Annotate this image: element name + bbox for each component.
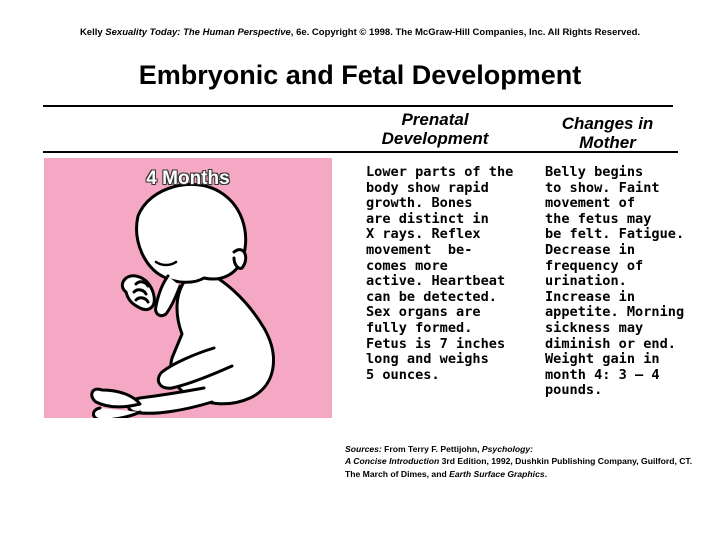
sources-text-2: 3rd Edition, 1992, Dushkin Publishing Company, Guilford, CT. The March of Dimes, and xyxy=(345,456,693,479)
prenatal-column-header xyxy=(360,110,510,148)
mother-description: Belly begins to show. Faint movement of the fetus may be felt. Fatigue. Decrease in frequency of urination. Increase in appetite. Morning sickness may diminish or end. Weight gain in month 4: 3 – 4 pounds. xyxy=(545,164,685,399)
sources-concise: A Concise Introduction xyxy=(345,456,440,467)
stage-label: 4 Months xyxy=(146,168,230,189)
fetus-illustration xyxy=(44,158,332,418)
sources-graphics: Earth Surface Graphics xyxy=(449,468,545,479)
copyright-notice: , 6e. Copyright © 1998. The McGraw-Hill Companies, Inc. All Rights Reserved. xyxy=(290,27,641,38)
sources-text-1: From Terry F. Pettijohn, xyxy=(381,444,482,454)
mother-header-line2: Mother xyxy=(579,133,636,152)
page-title: Embryonic and Fetal Development xyxy=(138,60,582,90)
mother-column-header xyxy=(535,114,680,152)
prenatal-header-line2: Development xyxy=(381,129,489,148)
prenatal-header-line1: Prenatal xyxy=(401,110,469,129)
fetus-illustration-panel xyxy=(44,158,332,418)
sources-psychology: Psychology: xyxy=(481,444,534,454)
sources-note xyxy=(345,443,705,480)
sources-end: . xyxy=(544,468,548,479)
mother-header-line1: Changes in xyxy=(561,114,654,133)
prenatal-description: Lower parts of the body show rapid growth. Bones are distinct in X rays. Reflex movement be- comes more active. Heartbeat can be detected. Sex organs are fully formed. Fetus is 7 inches long and weighs 5 ounces. xyxy=(366,164,514,383)
top-divider xyxy=(43,105,673,107)
sources-label: Sources: xyxy=(345,444,382,454)
copyright-book-title: Sexuality Today: The Human Perspective xyxy=(105,27,291,38)
copyright-line xyxy=(0,27,720,38)
copyright-author: Kelly xyxy=(79,27,103,38)
